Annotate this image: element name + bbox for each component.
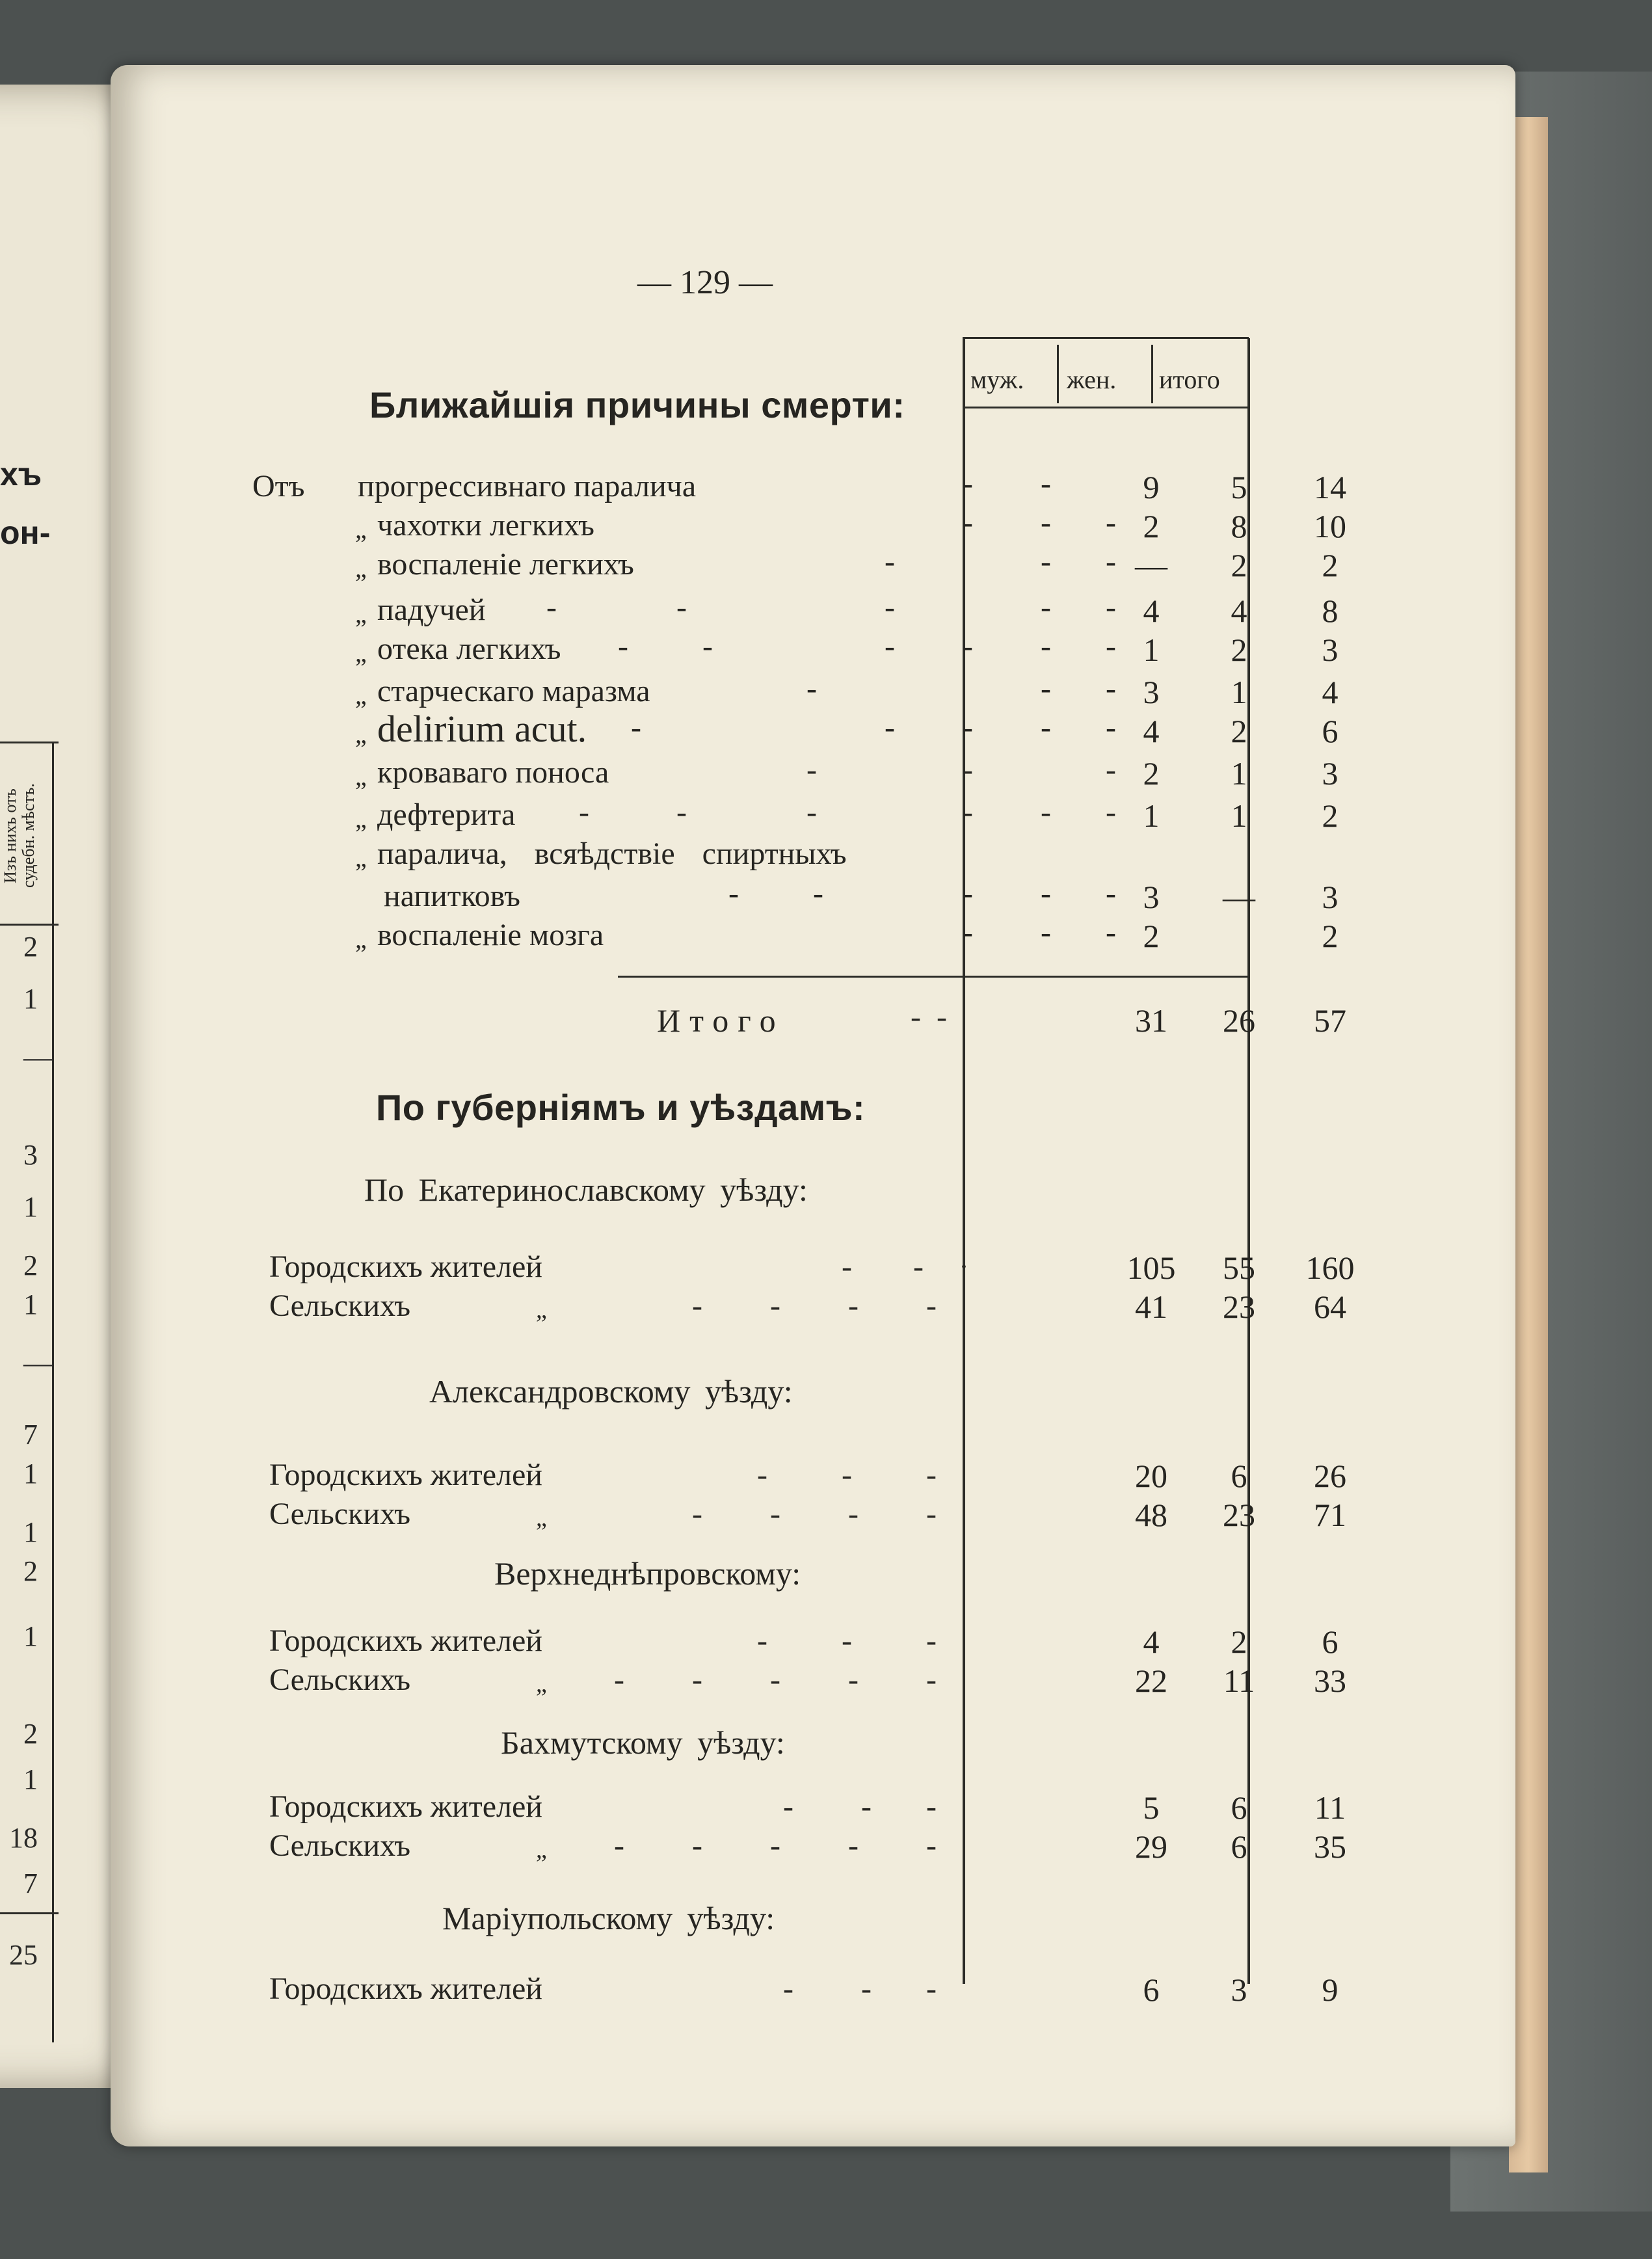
cause-label: падучей [377, 593, 486, 627]
cause-label: отека легкихъ [377, 632, 561, 666]
ditto-mark: „ [355, 762, 367, 791]
cause-total: 10 [1314, 508, 1346, 544]
cause-female: 8 [1231, 508, 1247, 544]
cause-total: 3 [1322, 879, 1339, 915]
cause-total: 3 [1322, 755, 1339, 792]
district-female: 23 [1223, 1289, 1255, 1325]
book-page: — 129 — муж. жен. итого Ближайшія причины смерти: Отъ прогрессивнаго паралича - - 9 5 14 „ чахотки легкихъ - - - 2 8 10 „ воспаленіе легкихъ - - - — 2 2 „ падучей - - - - - 4 4 8 „ отека легкихъ - - - - - - 1 2 3 „ старческаго маразма - - - 3 1 4 „ delirium acut. - - - - - 4 2 6 „ кроваваго поноса - - - 2 1 3 „ дефтерита - - - - - - 1 1 2 „ паралича, всяѣдствіе спиртныхъ напитковъ - - - - - 3 — 3 „ воспаленіе мозга - - - 2 2 Итого - - 31 26 57 По губерніямъ и уѣздамъ: По Екатеринославскому уѣзду: Городскихъ жителей - - · 105 55 160 Сельскихъ „ - - - - 41 23 64 Александровскому уѣзду: Городскихъ жителей - - - 20 6 26 Сельскихъ „ - - - - 48 23 71 Верхнеднѣпровскому: Городскихъ жителей - - - 4 2 6 Сельскихъ „ - - - - - 22 11 33 Бахмутскому уѣзду: Городскихъ жителей - - - 5 6 11 Сельскихъ „ - - - - - 29 6 35 Маріупольскому уѣзду: Городскихъ жителей - - - 6 3 9 [111, 65, 1515, 2146]
district-female: 6 [1231, 1828, 1247, 1865]
district-row-rural: Сельскихъ „ - - - - [269, 1497, 937, 1532]
district-total: 9 [1322, 1972, 1339, 2008]
table-rule-header [963, 407, 1249, 408]
left-page-number: 2 [23, 1250, 38, 1281]
left-page-rule [0, 742, 59, 743]
districts-heading: По губерніямъ и уѣздамъ: [376, 1087, 866, 1128]
district-title: Маріупольскому уѣзду: [442, 1900, 775, 1936]
left-page-number: — [23, 1041, 52, 1073]
cause-male: 3 [1143, 674, 1160, 710]
total-label: Итого [657, 1002, 785, 1039]
cause-female: 1 [1231, 797, 1247, 834]
ditto-mark: „ [536, 1670, 547, 1698]
district-female: 55 [1223, 1250, 1255, 1286]
district-row-urban: Городскихъ жителей - - - [269, 1972, 937, 2006]
district-row-label: Городскихъ жителей [269, 1624, 542, 1658]
district-female: 6 [1231, 1458, 1247, 1494]
cause-label: чахотки легкихъ [377, 508, 594, 542]
cause-label: дефтерита [377, 797, 516, 832]
page-number: — 129 — [637, 264, 773, 301]
cause-label: старческаго маразма [377, 674, 650, 708]
cause-male: 4 [1143, 593, 1160, 629]
district-male: 48 [1135, 1497, 1167, 1533]
cause-total: 4 [1322, 674, 1339, 710]
district-total: 33 [1314, 1663, 1346, 1699]
left-page-number: 1 [23, 1191, 38, 1223]
table-rule-left [963, 338, 965, 1984]
cause-label: воспаленіе легкихъ [377, 547, 634, 581]
table-rule-top [963, 337, 1249, 339]
left-page-column-rule [52, 742, 54, 2042]
cause-total: 2 [1322, 797, 1339, 834]
left-page-number: 1 [23, 1620, 38, 1652]
district-total: 160 [1305, 1250, 1355, 1286]
cause-female: — [1223, 879, 1255, 915]
cause-label: паралича, всяѣдствіе спиртныхъ [377, 836, 847, 871]
district-row-urban: Городскихъ жителей - - · [269, 1250, 969, 1284]
district-female: 11 [1223, 1663, 1255, 1699]
cause-male: 1 [1143, 797, 1160, 834]
left-page-number: 1 [23, 1289, 38, 1320]
left-page-number: 1 [23, 1516, 38, 1548]
cause-total: 2 [1322, 547, 1339, 583]
ditto-mark: „ [355, 843, 367, 872]
cause-total: 2 [1322, 918, 1339, 954]
district-male: 20 [1135, 1458, 1167, 1494]
district-row-rural: Сельскихъ „ - - - - - [269, 1663, 937, 1698]
cause-male: 2 [1143, 918, 1160, 954]
district-row-label: Городскихъ жителей [269, 1458, 542, 1492]
cause-male: 9 [1143, 469, 1160, 505]
district-total: 6 [1322, 1624, 1339, 1660]
total-female: 26 [1223, 1002, 1255, 1039]
cause-male: 2 [1143, 508, 1160, 544]
cause-male: — [1135, 547, 1167, 583]
district-female: 6 [1231, 1789, 1247, 1826]
cause-total: 3 [1322, 632, 1339, 668]
district-title: Бахмутскому уѣзду: [501, 1724, 785, 1761]
district-female: 2 [1231, 1624, 1247, 1660]
district-row-label: Городскихъ жителей [269, 1789, 542, 1824]
left-page-number: 2 [23, 931, 38, 963]
left-page-number: 2 [23, 1718, 38, 1750]
left-page-number: 1 [23, 1763, 38, 1795]
cause-total: 8 [1322, 593, 1339, 629]
table-rule-col [1057, 345, 1059, 403]
cause-label: напитковъ [384, 879, 520, 913]
left-page-number: 1 [23, 983, 38, 1015]
left-page-number: — [23, 1347, 52, 1379]
cause-male: 4 [1143, 713, 1160, 749]
cause-female: 1 [1231, 674, 1247, 710]
district-row-urban: Городскихъ жителей - - - [269, 1458, 937, 1492]
district-row-label: Сельскихъ [269, 1828, 411, 1863]
district-title: Александровскому уѣзду: [429, 1373, 793, 1410]
cause-male: 3 [1143, 879, 1160, 915]
left-page-column-header: Изъ нихъ отъ судебн. мѣстъ. [1, 783, 38, 889]
column-header-total: итого [1159, 365, 1220, 394]
left-page-rule [0, 924, 59, 926]
table-rule-right [1247, 338, 1250, 1984]
column-header-male: муж. [970, 365, 1024, 394]
district-male: 105 [1126, 1250, 1176, 1286]
ditto-mark: „ [355, 924, 367, 954]
left-page-number: 1 [23, 1458, 38, 1490]
cause-label: delirium acut. [377, 708, 587, 750]
ditto-mark: „ [355, 638, 367, 667]
district-male: 4 [1143, 1624, 1160, 1660]
district-total: 11 [1314, 1789, 1346, 1826]
left-page-rule [0, 1912, 59, 1914]
cause-label: воспаленіе мозга [377, 918, 604, 952]
left-page-number: 18 [9, 1822, 38, 1854]
district-total: 35 [1314, 1828, 1346, 1865]
total-total: 57 [1314, 1002, 1346, 1039]
district-female: 23 [1223, 1497, 1255, 1533]
left-page-number: 7 [23, 1867, 38, 1899]
district-total: 71 [1314, 1497, 1346, 1533]
total-male: 31 [1135, 1002, 1167, 1039]
total-rule [618, 976, 1249, 978]
ditto-mark: „ [355, 554, 367, 583]
district-row-label: Сельскихъ [269, 1289, 411, 1323]
district-male: 22 [1135, 1663, 1167, 1699]
left-page-number: 2 [23, 1555, 38, 1587]
cause-female: 2 [1231, 632, 1247, 668]
cause-label: прогрессивнаго паралича [358, 469, 697, 503]
column-header-female: жен. [1067, 365, 1117, 394]
district-total: 64 [1314, 1289, 1346, 1325]
district-row-label: Сельскихъ [269, 1497, 411, 1531]
ditto-mark: „ [355, 515, 367, 544]
ditto-mark: „ [536, 1836, 547, 1864]
cause-male: 1 [1143, 632, 1160, 668]
district-row-rural: Сельскихъ „ - - - - - [269, 1828, 937, 1864]
causes-heading: Ближайшія причины смерти: [369, 384, 905, 425]
cause-female: 5 [1231, 469, 1247, 505]
district-title: По Екатеринославскому уѣзду: [364, 1171, 808, 1208]
district-row-urban: Городскихъ жителей - - - [269, 1789, 937, 1824]
row-prefix: Отъ [252, 469, 305, 503]
district-row-label: Городскихъ жителей [269, 1250, 542, 1284]
district-male: 41 [1135, 1289, 1167, 1325]
cause-female: 2 [1231, 713, 1247, 749]
left-page-number: 7 [23, 1419, 38, 1450]
district-row-rural: Сельскихъ „ - - - - [269, 1289, 937, 1324]
ditto-mark: „ [355, 804, 367, 833]
left-page-number: 25 [9, 1939, 38, 1971]
cause-female: 1 [1231, 755, 1247, 792]
left-page-number: 3 [23, 1139, 38, 1171]
district-male: 5 [1143, 1789, 1160, 1826]
ditto-mark: „ [355, 599, 367, 628]
cause-total: 14 [1314, 469, 1346, 505]
district-female: 3 [1231, 1972, 1247, 2008]
district-total: 26 [1314, 1458, 1346, 1494]
cause-label: кроваваго поноса [377, 755, 609, 790]
left-page-fragment: он- [0, 515, 51, 551]
cause-male: 2 [1143, 755, 1160, 792]
district-row-label: Городскихъ жителей [269, 1972, 542, 2006]
district-male: 6 [1143, 1972, 1160, 2008]
district-row-label: Сельскихъ [269, 1663, 411, 1697]
ditto-mark: „ [536, 1504, 547, 1532]
ditto-mark: „ [536, 1296, 547, 1324]
table-rule-col [1151, 345, 1153, 403]
cause-female: 4 [1231, 593, 1247, 629]
cause-female: 2 [1231, 547, 1247, 583]
district-row-urban: Городскихъ жителей - - - [269, 1624, 937, 1658]
left-page-fragment: хъ [0, 456, 42, 492]
ditto-mark: „ [355, 680, 367, 710]
cause-total: 6 [1322, 713, 1339, 749]
district-male: 29 [1135, 1828, 1167, 1865]
ditto-mark: „ [355, 719, 367, 749]
district-title: Верхнеднѣпровскому: [494, 1555, 801, 1592]
